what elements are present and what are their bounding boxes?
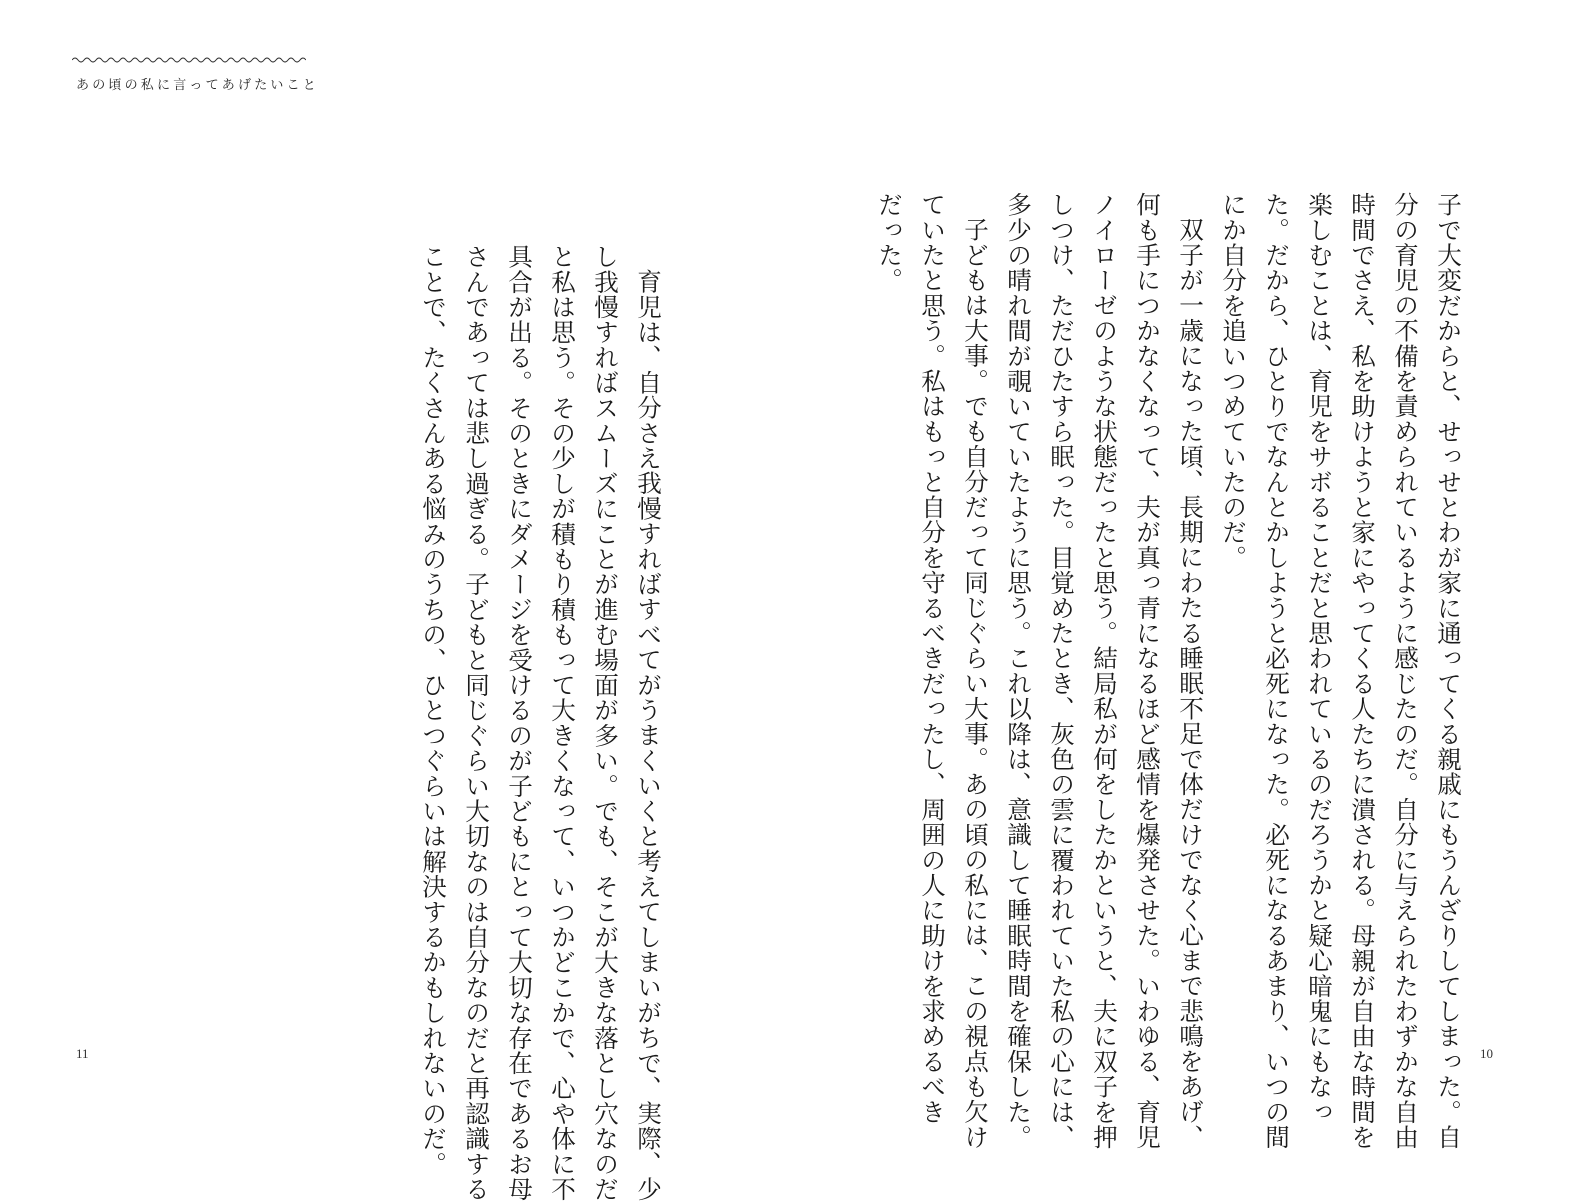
text-line: た。だから、ひとりでなんとかしようと必死になった。必死になるあまり、いつの間 [1262,192,1291,1150]
text-line: と私は思う。その少しが積もり積もって大きくなって、いつかどこかで、心や体に不 [548,244,577,1202]
text-line: 具合が出る。そのときにダメージを受けるのが子どもにとって大切な存在であるお母 [505,244,534,1202]
text-line: 分の育児の不備を責められているように感じたのだ。自分に与えられたわずかな自由 [1391,192,1420,1150]
running-title: あの頃の私に言ってあげたいこと [76,78,320,93]
text-line: だった。 [875,192,904,293]
text-line: さんであっては悲し過ぎる。子どもと同じぐらい大切なのは自分なのだと再認識する [462,244,491,1202]
text-line: しつけ、ただひたすら眠った。目覚めたとき、灰色の雲に覆われていた私の心には、 [1047,192,1076,1150]
text-line: し我慢すればスムーズにことが進む場面が多い。でも、そこが大きな落とし穴なのだ [591,244,620,1202]
page-number-right: 10 [1480,1046,1493,1061]
text-line: ノイローゼのような状態だったと思う。結局私が何をしたかというと、夫に双子を押 [1090,192,1119,1150]
text-line: 時間でさえ、私を助けようと家にやってくる人たちに潰される。母親が自由な時間を [1348,192,1377,1150]
text-line: にか自分を追いつめていたのだ。 [1219,192,1248,570]
header-wave-ornament [72,56,306,64]
text-line: ことで、たくさんある悩みのうちの、ひとつぐらいは解決するかもしれないのだ。 [419,244,448,1177]
text-line: 楽しむことは、育児をサボることだと思われているのだろうかと疑心暗鬼にもなっ [1305,192,1334,1125]
text-line: 双子が一歳になった頃、長期にわたる睡眠不足で体だけでなく心まで悲鳴をあげ、 [1176,216,1205,1149]
text-line: 育児は、自分さえ我慢すればすべてがうまくいくと考えてしまいがちで、実際、少 [634,268,663,1201]
text-line: 何も手につかなくなって、夫が真っ青になるほど感情を爆発させた。いわゆる、育児 [1133,192,1162,1150]
text-line: 子どもは大事。でも自分だって同じぐらい大事。あの頃の私には、この視点も欠け [961,216,990,1149]
page-number-left: 11 [76,1046,89,1061]
left-page-body [412,244,670,1202]
text-line: 子で大変だからと、せっせとわが家に通ってくる親戚にもうんざりしてしまった。自 [1434,192,1463,1150]
right-page-body [868,192,1470,1150]
text-line: 多少の晴れ間が覗いていたように思う。これ以降は、意識して睡眠時間を確保した。 [1004,192,1033,1150]
text-line: ていたと思う。私はもっと自分を守るべきだったし、周囲の人に助けを求めるべき [918,192,947,1125]
